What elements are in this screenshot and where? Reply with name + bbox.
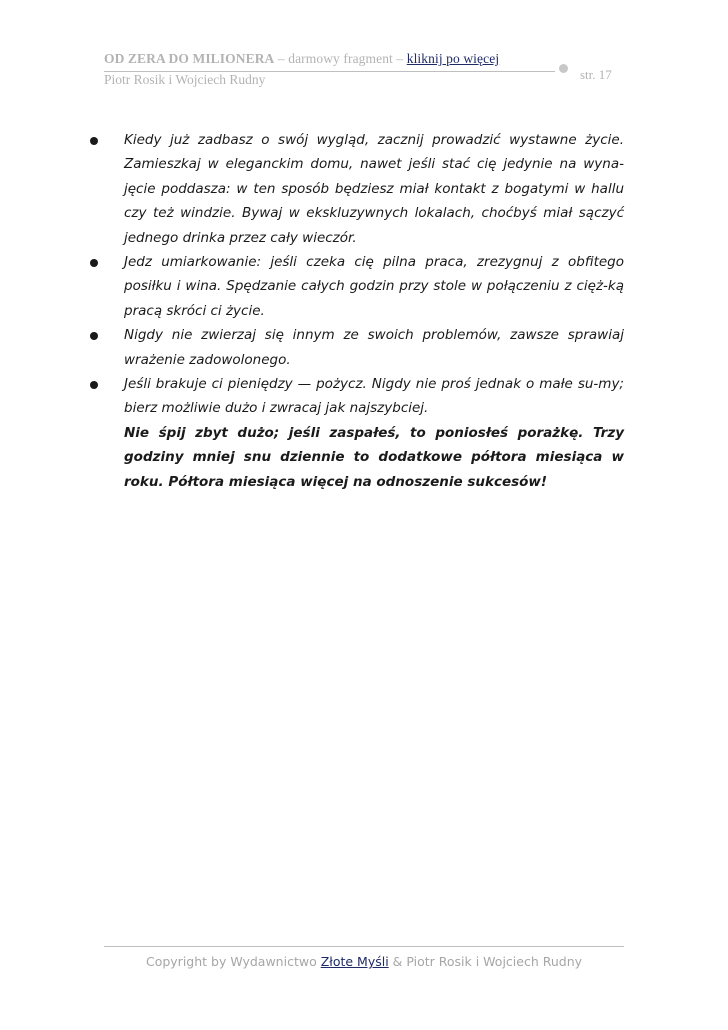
bullet-text: Kiedy już zadbasz o swój wygląd, zacznij prowadzić wystawne życie. Zamieszkaj w eleganckim domu, nawet jeśli stać cię jedynie na wyna-jęcie poddasza: w ten sposób będziesz miał kontakt z bogatymi w hallu czy też windzie. Bywaj w ekskluzywnych lokalach, choćbyś miał sączyć jednego drinka przez cały wieczór. — [124, 132, 624, 246]
page-content — [88, 128, 624, 494]
bullet-icon — [90, 332, 98, 340]
header-separator: – — [392, 51, 407, 66]
bullet-icon — [90, 137, 98, 145]
bullet-icon — [90, 381, 98, 389]
bullet-item — [88, 128, 624, 250]
more-link[interactable]: kliknij po więcej — [406, 51, 500, 66]
bullet-text: Jedz umiarkowanie: jeśli czeka cię pilna praca, zrezygnuj z obfitego posiłku i wina. Spędzanie całych godzin przy stole w połączeniu z cięż-ką pracą skróci ci życie. — [124, 254, 624, 319]
bullet-text: Jeśli brakuje ci pieniędzy — pożycz. Nigdy nie proś jednak o małe su-my; bierz możliwie dużo i zwracaj jak najszybciej. — [124, 376, 624, 417]
book-title: OD ZERA DO MILIONERA — [104, 51, 275, 66]
copyright-footer — [104, 954, 624, 969]
emphasis-paragraph: Nie śpij zbyt dużo; jeśli zaspałeś, to poniosłeś porażkę. Trzy godziny mniej snu dziennie to dodatkowe półtora miesiąca w roku. Półtora miesiąca więcej na odnoszenie sukcesów! — [124, 424, 624, 490]
footer-prefix: Copyright by Wydawnictwo — [145, 954, 321, 969]
bullet-icon — [90, 259, 98, 267]
bullet-item — [88, 372, 624, 421]
publisher-link[interactable]: Złote Myśli — [320, 954, 389, 969]
footer-divider — [104, 946, 624, 947]
header-title-line — [104, 51, 499, 67]
page-number: str. 17 — [580, 67, 612, 82]
footer-suffix: & Piotr Rosik i Wojciech Rudny — [388, 954, 583, 969]
header-authors: Piotr Rosik i Wojciech Rudny — [104, 72, 266, 87]
header-dot-icon — [559, 64, 568, 73]
bullet-item — [88, 250, 624, 323]
header-fragment-label: darmowy fragment — [288, 51, 393, 66]
bullet-item — [88, 323, 624, 372]
bullet-text: Nigdy nie zwierzaj się innym ze swoich problemów, zawsze sprawiaj wrażenie zadowolonego. — [124, 327, 624, 368]
header-separator: – — [274, 51, 289, 66]
